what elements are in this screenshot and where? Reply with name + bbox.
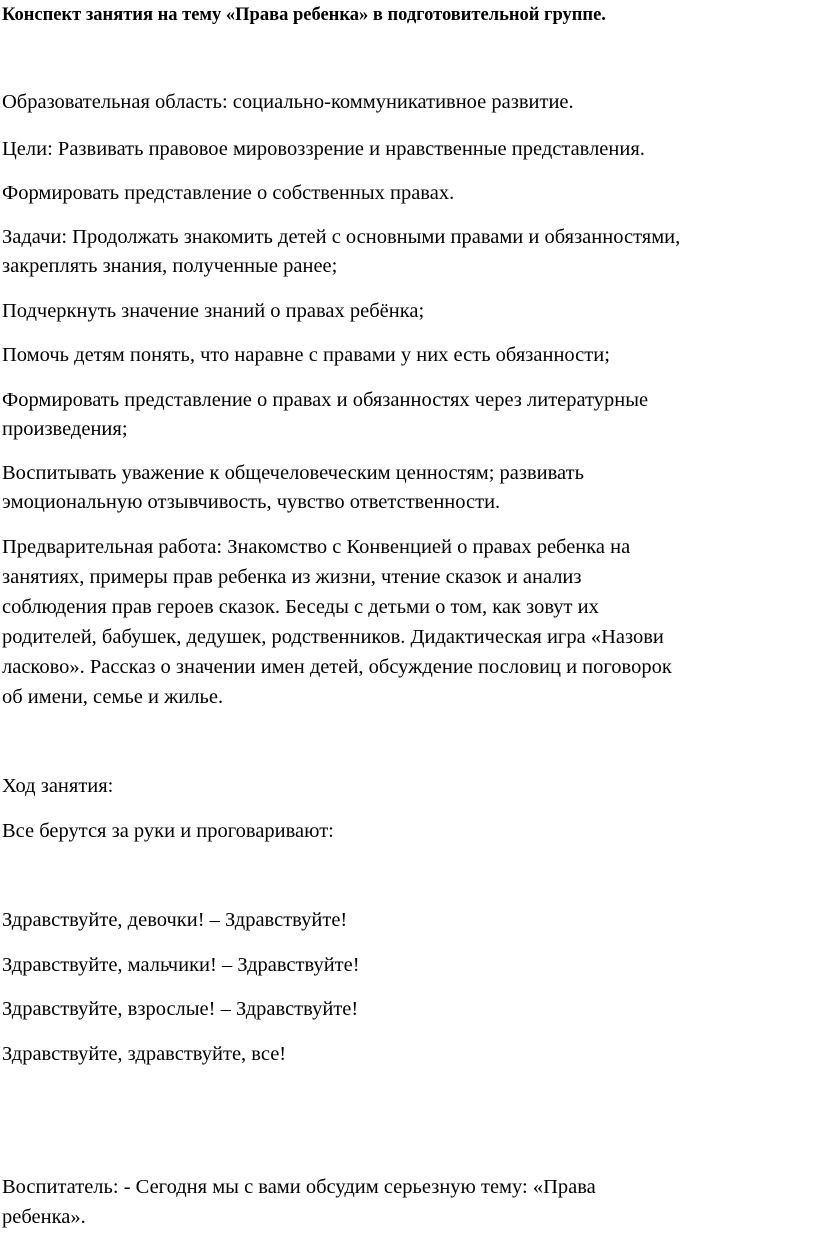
greeting-line: Здравствуйте, здравствуйте, все! xyxy=(2,1043,287,1065)
educational-area-line: Образовательная область: социально-коммуникативное развитие. xyxy=(2,91,574,113)
preliminary-work-line: Предварительная работа: Знакомство с Конвенцией о правах ребенка на xyxy=(2,536,631,558)
task-item-line: Помочь детям понять, что наравне с правами у них есть обязанности; xyxy=(2,344,610,366)
greeting-line: Здравствуйте, мальчики! – Здравствуйте! xyxy=(2,954,360,976)
preliminary-work-line: об имени, семье и жилье. xyxy=(2,686,224,708)
teacher-speech-line: ребенка». xyxy=(2,1206,86,1228)
preliminary-work-line: ласково». Рассказ о значении имен детей, обсуждение пословиц и поговорок xyxy=(2,656,672,678)
task-item-line: Воспитывать уважение к общечеловеческим ценностям; развивать xyxy=(2,462,584,484)
goals-line-2: Формировать представление о собственных правах. xyxy=(2,182,455,204)
preliminary-work-line: соблюдения прав героев сказок. Беседы с детьми о том, как зовут их xyxy=(2,596,599,618)
preliminary-work-line: родителей, бабушек, дедушек, родственников. Дидактическая игра «Назови xyxy=(2,626,664,648)
task-item-line: Подчеркнуть значение знаний о правах ребёнка; xyxy=(2,300,425,322)
instruction-line: Все берутся за руки и проговаривают: xyxy=(2,820,334,842)
greeting-line: Здравствуйте, взрослые! – Здравствуйте! xyxy=(2,998,359,1020)
tasks-line-2: закреплять знания, полученные ранее; xyxy=(2,255,338,277)
preliminary-work-line: занятиях, примеры прав ребенка из жизни, чтение сказок и анализ xyxy=(2,566,582,588)
document-title: Конспект занятия на тему «Права ребенка» в подготовительной группе. xyxy=(2,5,606,25)
task-item-line: произведения; xyxy=(2,418,128,440)
task-item-line: Формировать представление о правах и обязанностях через литературные xyxy=(2,389,649,411)
goals-line: Цели: Развивать правовое мировоззрение и нравственные представления. xyxy=(2,138,645,160)
tasks-line-1: Задачи: Продолжать знакомить детей с основными правами и обязанностями, xyxy=(2,226,681,248)
task-item-line: эмоциональную отзывчивость, чувство ответственности. xyxy=(2,491,501,513)
lesson-progress-heading: Ход занятия: xyxy=(2,775,114,797)
greeting-line: Здравствуйте, девочки! – Здравствуйте! xyxy=(2,909,348,931)
teacher-speech-line: Воспитатель: - Сегодня мы с вами обсудим серьезную тему: «Права xyxy=(2,1176,596,1198)
